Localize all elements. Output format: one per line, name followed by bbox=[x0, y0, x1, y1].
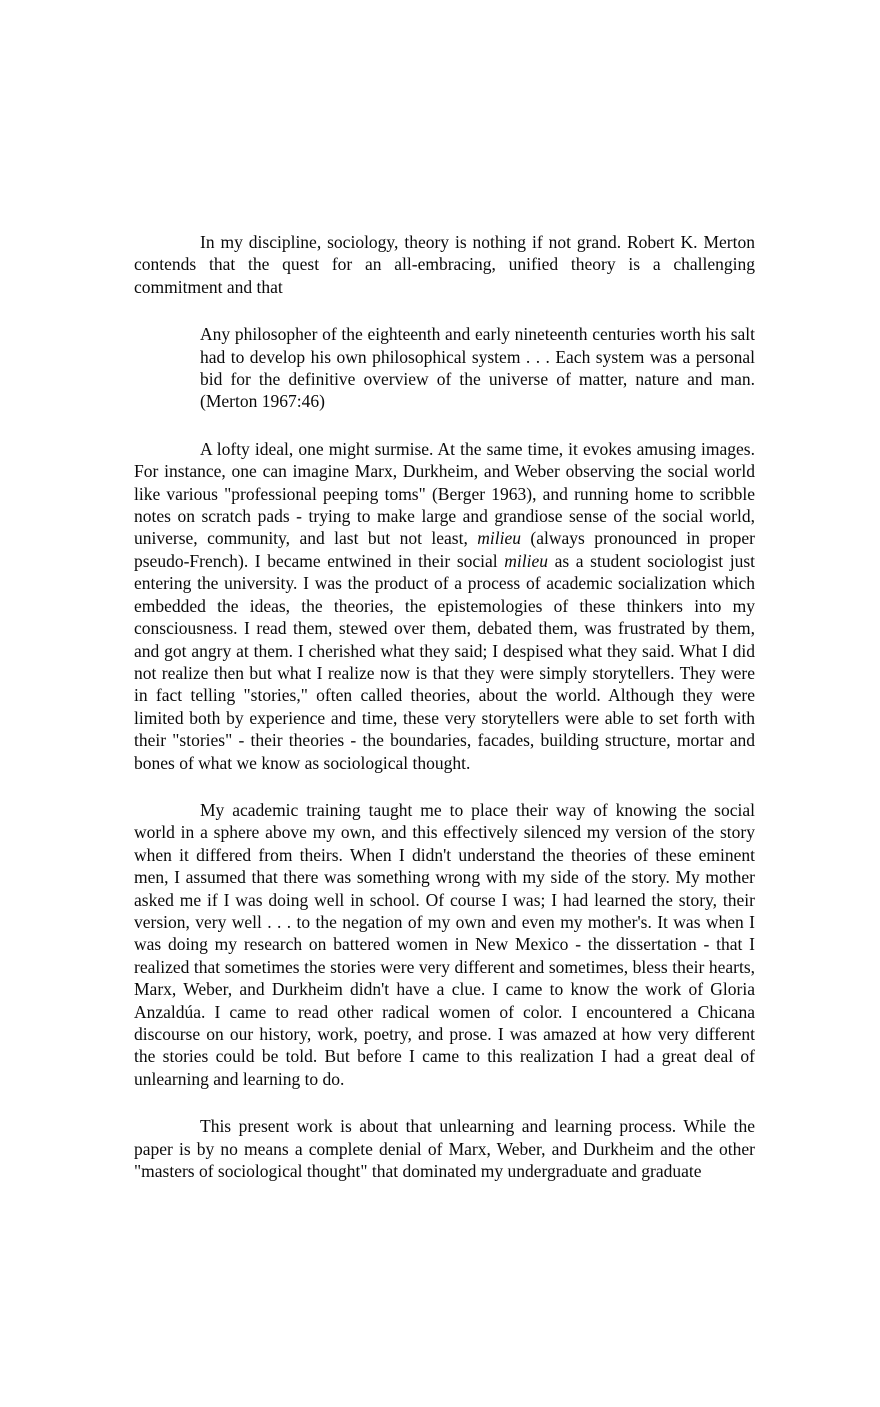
text-run: A lofty ideal, one might surmise. At the same time, it evokes amusing images. For instance, one can imagine Marx, Durkheim, and Weber observing the social world like various "professional peeping toms" (Berger 1963), and running home to scribble notes on scratch pads - trying to make large and grandiose sense of the social world, universe, community, and last but not least, bbox=[134, 438, 755, 549]
text-run: My academic training taught me to place their way of knowing the social world in a sphere above my own, and this effectively silenced my version of the story when it differed from theirs. When I didn't understand the theories of these eminent men, I assumed that there was something wrong with my side of the story. My mother asked me if I was doing well in school. Of course I was; I had learned the story, their version, very well . . . to the negation of my own and even my mother's. It was when I was doing my research on battered women in New Mexico - the dissertation - that I realized that sometimes the stories were very different and sometimes, bless their hearts, Marx, Weber, and Durkheim didn't have a clue. I came to know the work of Gloria Anzaldúa. I came to read other radical women of color. I encountered a Chicana discourse on our history, work, poetry, and prose. I was amazed at how very different the stories could be told. But before I came to this realization I had a great deal of unlearning and learning to do. bbox=[134, 799, 755, 1089]
text-block bbox=[134, 231, 755, 1182]
body-paragraph bbox=[134, 799, 755, 1090]
text-run: This present work is about that unlearning and learning process. While the paper is by no means a complete denial of Marx, Weber, and Durkheim and the other "masters of sociological thought" that dominated my undergraduate and graduate bbox=[134, 1116, 755, 1182]
body-paragraph bbox=[134, 438, 755, 774]
text-run: (always pronounced in proper pseudo-French). I became entwined in their social bbox=[134, 528, 755, 571]
text-run: as a student sociologist just entering the university. I was the product of a process of academic socialization which embedded the ideas, the theories, the epistemologies of these thinkers into my consciousness. I read them, stewed over them, debated them, was frustrated by them, and got angry at them. I cherished what they said; I despised what they said. What I did not realize then but what I realize now is that they were simply storytellers. They were in fact telling "stories," often called theories, about the world. Although they were limited both by experience and time, these very storytellers were able to set forth with their "stories" - their theories - the boundaries, facades, building structure, mortar and bones of what we know as sociological thought. bbox=[134, 550, 755, 773]
text-run: Any philosopher of the eighteenth and early nineteenth centuries worth his salt had to develop his own philosophical system . . . Each system was a personal bid for the definitive overview of the universe of matter, nature and man. (Merton 1967:46) bbox=[200, 324, 755, 412]
italic-text-run: milieu bbox=[504, 550, 549, 571]
body-paragraph bbox=[134, 231, 755, 298]
text-run: In my discipline, sociology, theory is nothing if not grand. Robert K. Merton contends that the quest for an all-embracing, unified theory is a challenging commitment and that bbox=[134, 232, 755, 297]
italic-text-run: milieu bbox=[477, 528, 522, 549]
block-quote bbox=[200, 323, 755, 413]
body-paragraph bbox=[134, 1115, 755, 1182]
